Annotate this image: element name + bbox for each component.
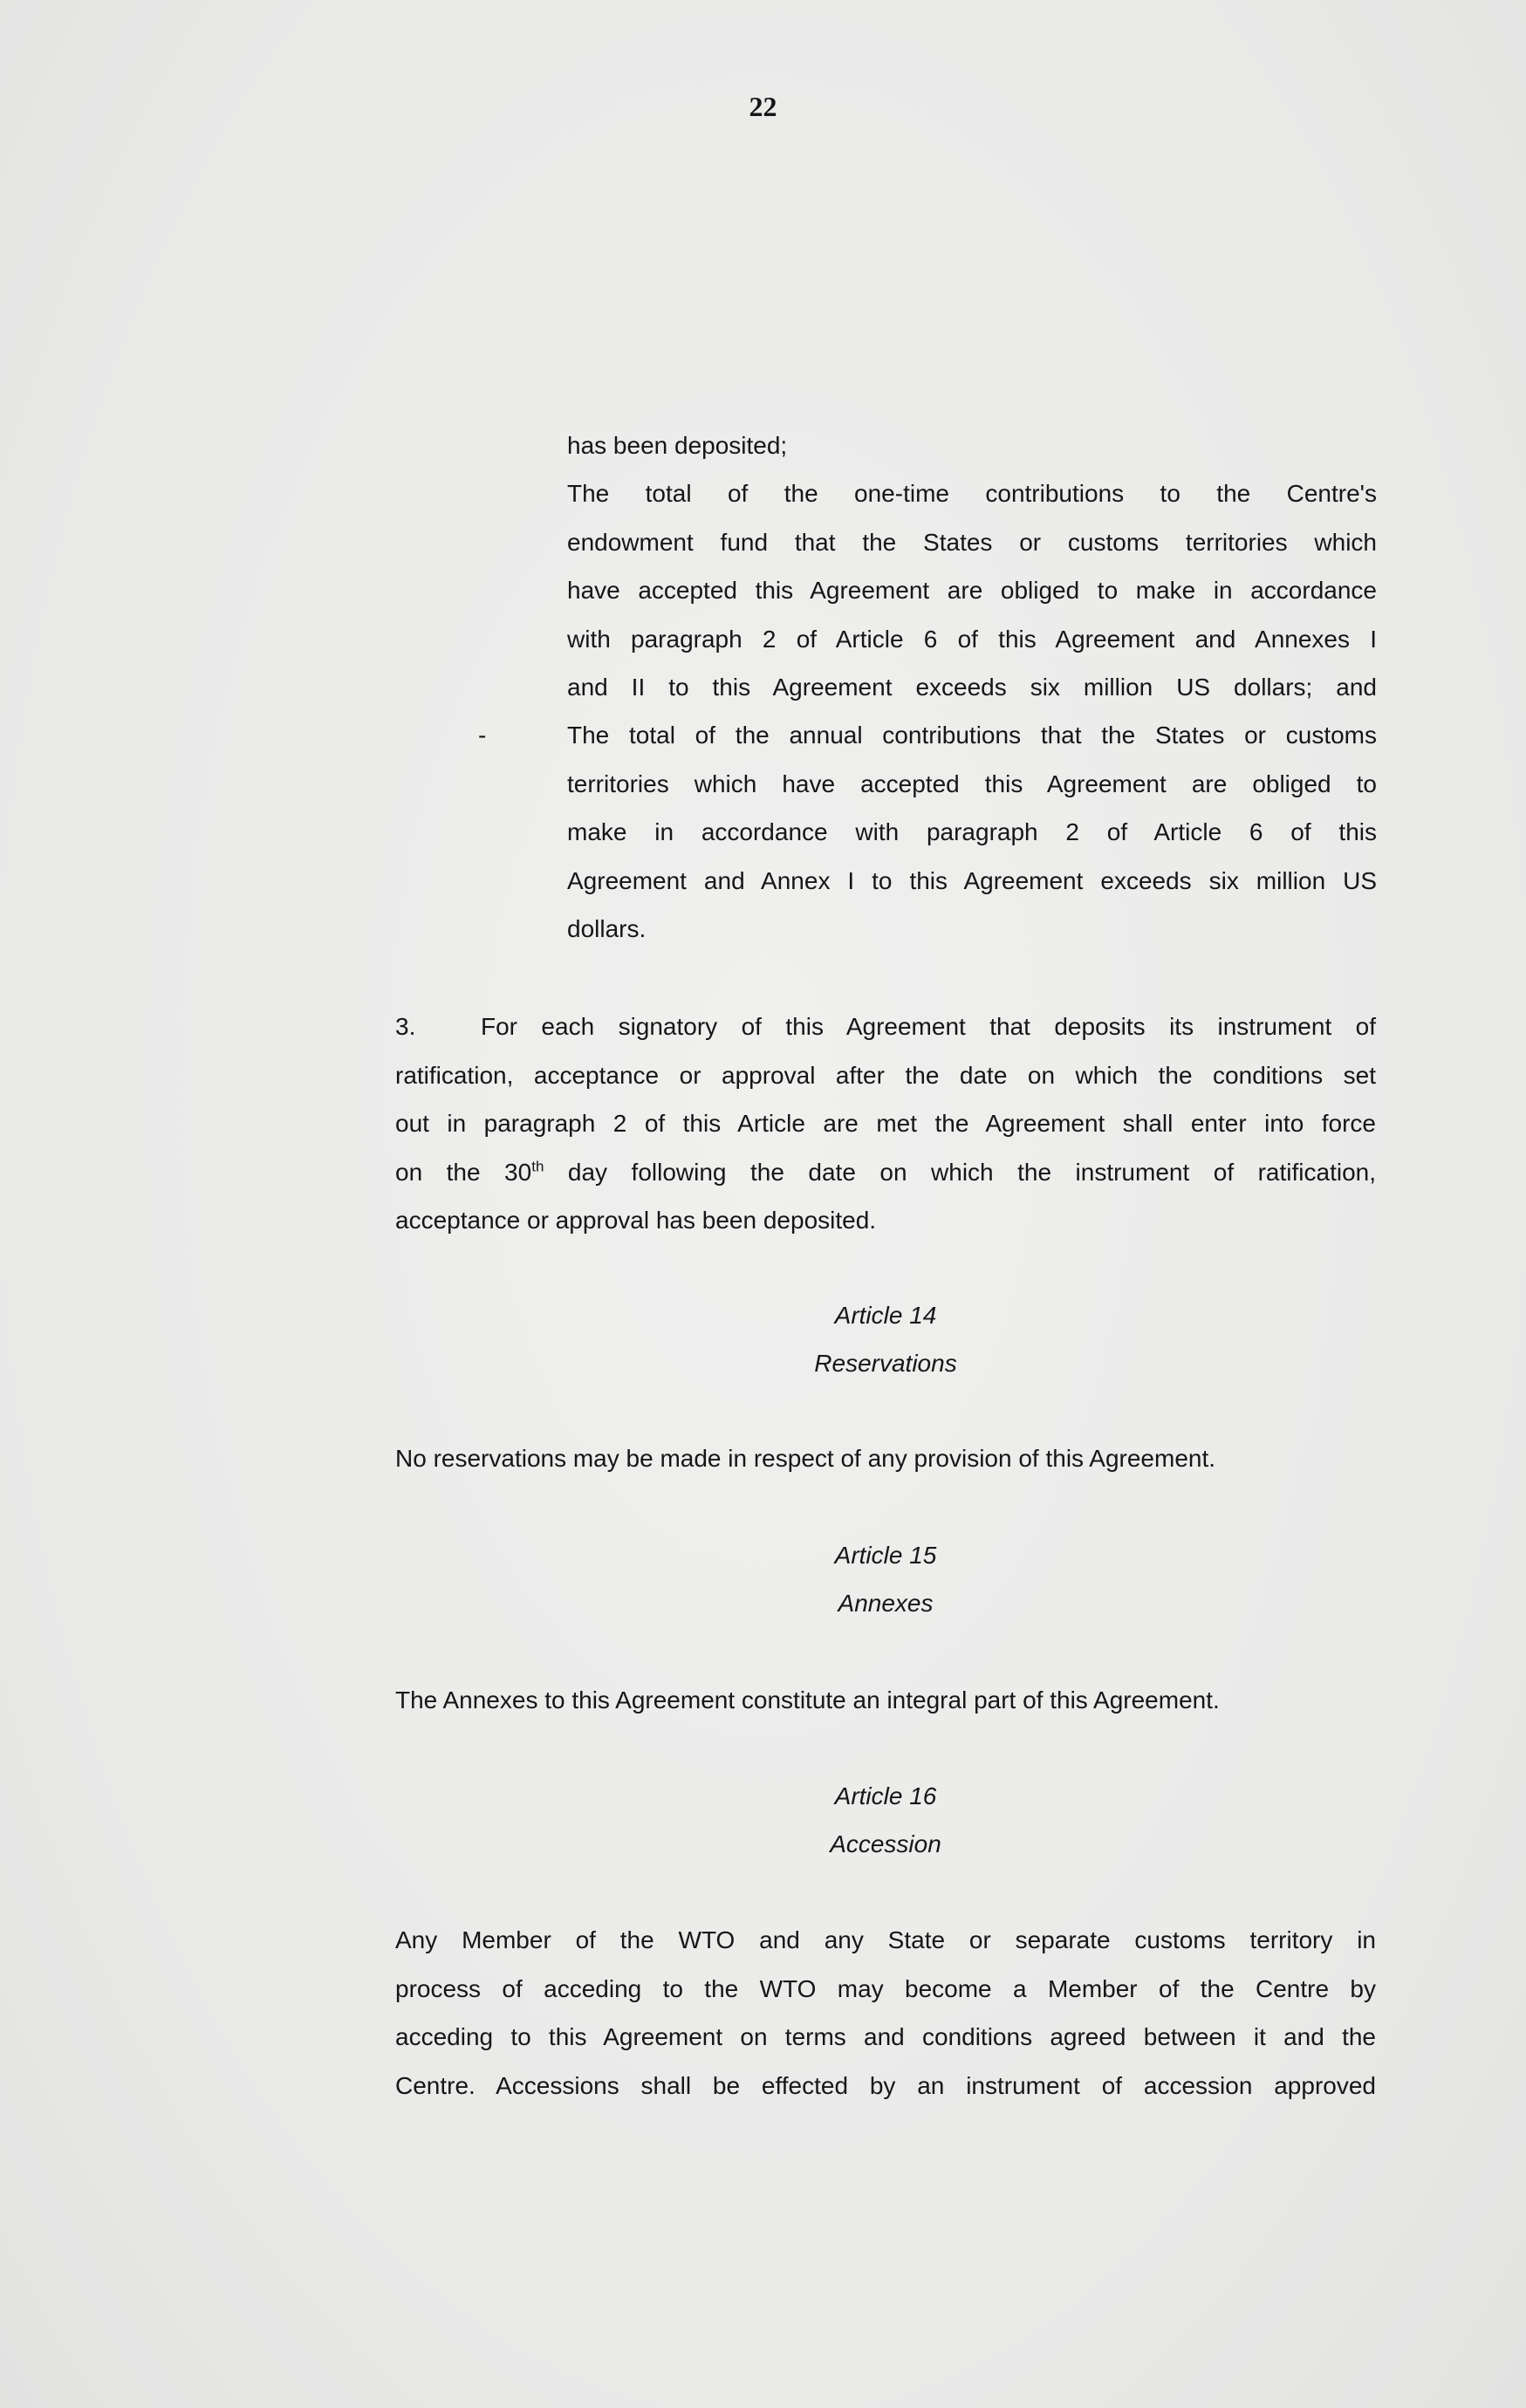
article-16-text [395,1916,1376,2110]
endowment-line-5: and II to this Agreement exceeds six million US dollars; and [567,674,1377,701]
article-16-line-4: Centre. Accessions shall be effected by an instrument of accession approved [395,2071,1376,2099]
annual-line-1: The total of the annual contributions that the States or customs [567,722,1377,749]
article-14-text: No reservations may be made in respect of any provision of this Agreement. [395,1445,1216,1472]
paragraph-3-line-1: 3. For each signatory of this Agreement that deposits its instrument of [395,1002,1376,1051]
endowment-line-4: with paragraph 2 of Article 6 of this Agreement and Annexes I [567,625,1377,653]
endowment-line-2: endowment fund that the States or customs territories which [567,528,1377,556]
page-number: 22 [749,91,777,122]
article-16-label: Article 16 [834,1782,937,1809]
paragraph-number: 3. [395,1013,416,1040]
article-16-line-2: process of acceding to the WTO may become a Member of the Centre by [395,1974,1376,2002]
article-15-label: Article 15 [834,1542,937,1569]
paragraph-3-line-3: out in paragraph 2 of this Article are met the Agreement shall enter into force [395,1110,1376,1137]
article-14-title: Reservations [814,1350,957,1377]
annual-line-4: Agreement and Annex I to this Agreement exceeds six million US [567,866,1377,894]
article-16-line-3: acceding to this Agreement on terms and conditions agreed between it and the [395,2023,1376,2050]
annual-line-2: territories which have accepted this Agreement are obliged to [567,770,1377,797]
endowment-line-1: The total of the one-time contributions to the Centre's [567,480,1377,507]
article-16-title: Accession [830,1830,941,1857]
deposited-line: has been deposited; [567,432,788,459]
article-15-title: Annexes [838,1590,934,1617]
article-14-label: Article 14 [834,1302,937,1329]
annual-line-5: dollars. [567,915,647,942]
article-15-text: The Annexes to this Agreement constitute an integral part of this Agreement. [395,1686,1220,1714]
annual-condition [567,711,1377,954]
article-16-line-1: Any Member of the WTO and any State or separate customs territory in [395,1926,1376,1953]
paragraph-3-line-2: ratification, acceptance or approval after the date on which the conditions set [395,1061,1376,1089]
paragraph-3-line-5: acceptance or approval has been deposited. [395,1207,877,1234]
annual-line-3: make in accordance with paragraph 2 of Article 6 of this [567,818,1377,845]
paragraph-3 [395,1002,1376,1245]
list-dash: - [478,722,487,749]
endowment-line-3: have accepted this Agreement are obliged to make in accordance [567,577,1377,604]
endowment-condition [567,469,1377,712]
paragraph-3-line-4: on the 30th day following the date on which the instrument of ratification, [395,1158,1376,1186]
